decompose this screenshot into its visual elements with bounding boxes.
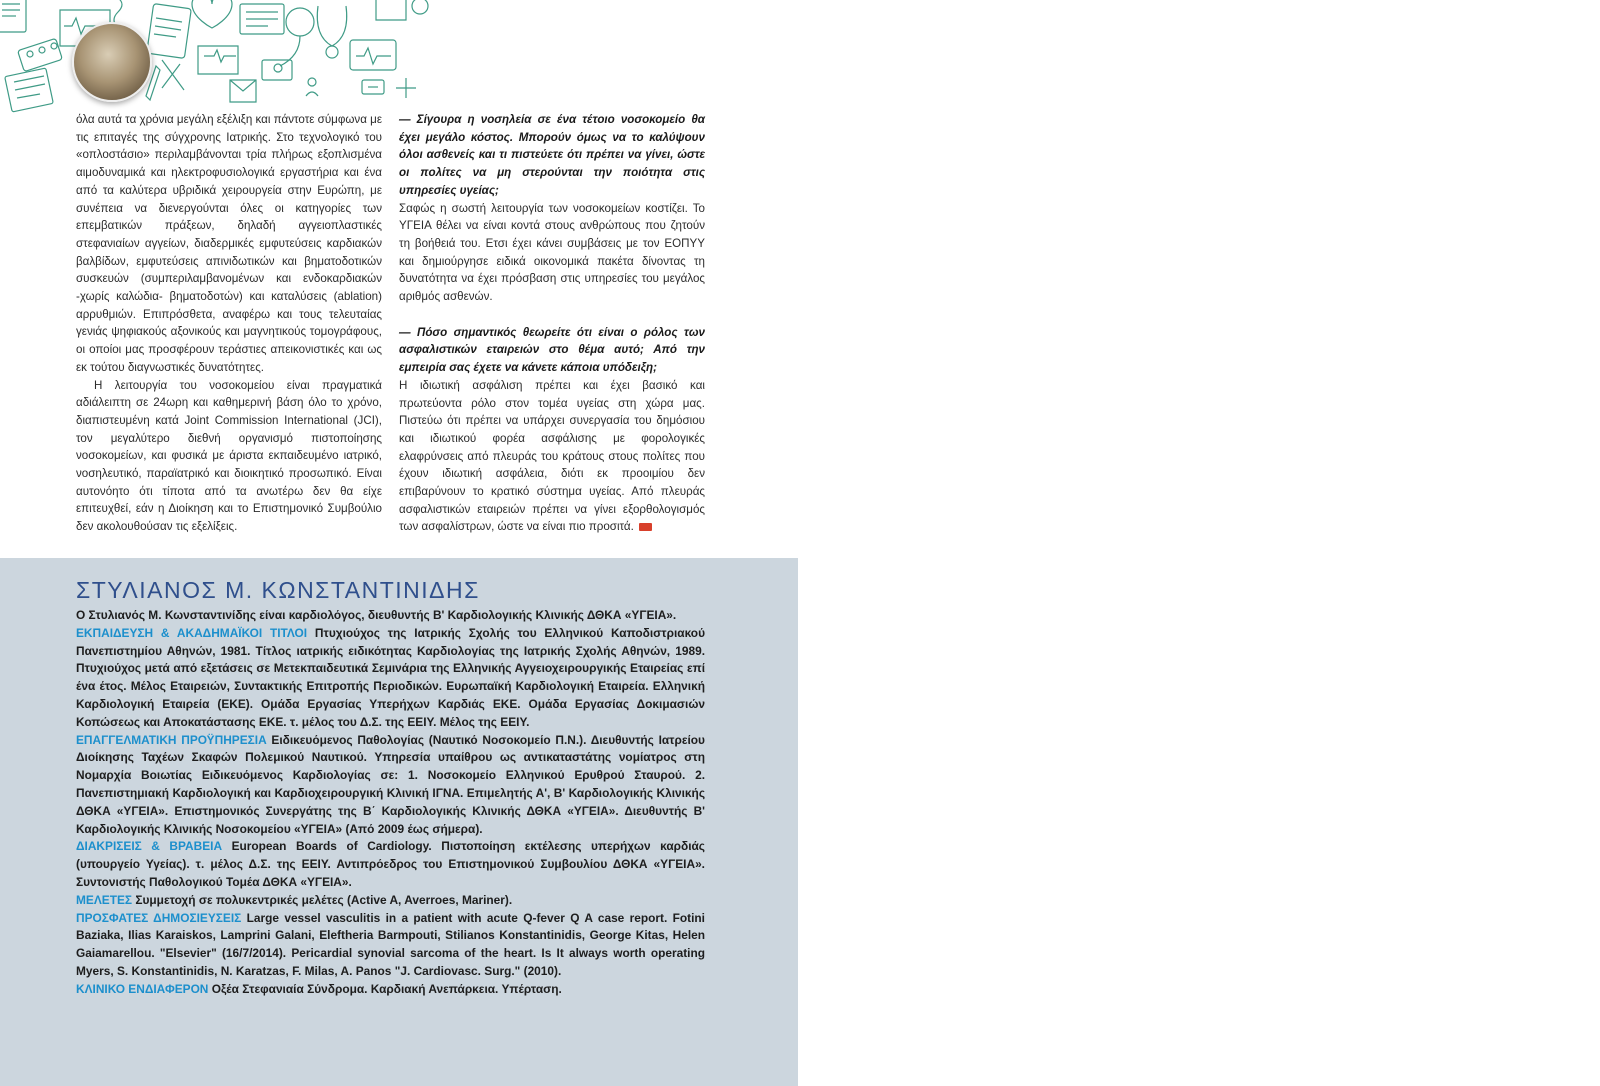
spacer	[399, 306, 705, 324]
interview-answer-1: Σαφώς η σωστή λειτουργία των νοσοκομείων κοστίζει. Το ΥΓΕΙΑ θέλει να είναι κοντά στους ανθρώπους που ζητούν τη βοήθειά του. Ετσι έχει κάνει συμβάσεις με τον ΕΟΠΥΥ και δημιούργησε ειδικά οικονομικά πακέτα δίνοντας τη δυνατότητα να έχει πρόσβαση στις υπηρεσίες του μεγάλος αριθμός ασθενών.	[399, 201, 705, 304]
end-mark-icon	[639, 523, 652, 531]
studies-label: ΜΕΛΕΤΕΣ	[76, 892, 133, 907]
bio-name-heading: ΣΤΥΛΙΑΝΟΣ Μ. ΚΩΝΣΤΑΝΤΙΝΙΔΗΣ	[76, 577, 480, 603]
bio-intro: Ο Στυλιανός Μ. Κωνσταντινίδης είναι καρδιολόγος, διευθυντής Β' Καρδιολογικής Κλινικής ΔΘΚΑ «ΥΓΕΙΑ».	[76, 608, 677, 622]
publications-label: ΠΡΟΣΦΑΤΕΣ ΔΗΜΟΣΙΕΥΣΕΙΣ	[76, 910, 242, 925]
awards-label: ΔΙΑΚΡΙΣΕΙΣ & ΒΡΑΒΕΙΑ	[76, 839, 223, 854]
left-paragraph-1: όλα αυτά τα χρόνια μεγάλη εξέλιξη και πάντοτε σύμφωνα με τις επιταγές της σύγχρονης Ιατρικής. Στο τεχνολογικό του «οπλοστάσιο» περιλαμβάνονται τρία πλήρως εξοπλισμένα αιμοδυναμικά και ηλεκτροφυσιολογικά εργαστήρια και ένα από τα καλύτερα υβριδικά χειρουργεία στην Ευρώπη, με συνέπεια να διενεργούνται όλες οι κατηγορίες των επεμβατικών πράξεων, δηλαδή αγγειοπλαστικές στεφανιαίων αγγείων, διαδερμικές εμφυτεύσεις καρδιακών βαλβίδων, εμφυτεύσεις απινιδωτικών και βηματοδοτικών συσκευών (συμπεριλαμβανομένων και ενδοκαρδιακών -χωρίς καλώδια- βηματοδοτών) και καταλύσεις (ablation) αρρυθμιών. Επιπρόσθετα, αναφέρω και τους τελευταίας γενιάς ψηφιακούς αξονικούς και μαγνητικούς τομογράφους, οι οποίοι μας προσφέρουν τεράστιες απεικονιστικές και ως εκ τούτου διαγνωστικές δυνατότητες.	[76, 113, 382, 374]
interview-answer-2	[399, 377, 705, 536]
clinical-interest-label: ΚΛΙΝΙΚΟ ΕΝΔΙΑΦΕΡΟΝ	[76, 981, 209, 996]
interview-question-1: — Σίγουρα η νοσηλεία σε ένα τέτοιο νοσοκομείο θα έχει μεγάλο κόστος. Μπορούν όμως να το καλύψουν όλοι ασθενείς και τι πιστεύετε ότι πρέπει να γίνει, ώστε οι πολίτες να μη στερούνται την ποιότητα στις υπηρεσίες υγείας;	[399, 113, 705, 197]
education-text: Πτυχιούχος της Ιατρικής Σχολής του Ελληνικού Καποδιστριακού Πανεπιστημίου Αθηνών, 1981. Τίτλος ιατρικής ειδικότητας Καρδιολογίας της Ιατρικής Σχολής Αθηνών, 1989. Πτυχιούχος μετά από εξετάσεις σε Μετεκπαιδευτικά Σεμινάρια της Ελληνικής Αγγειοχειρουργικής Εταιρείας επί ένα έτος. Μέλος Εταιρειών, Συντακτικής Επιτροπής Περιοδικών. Ευρωπαϊκή Καρδιολογική Εταιρεία. Ελληνική Καρδιολογική Εταιρεία (ΕΚΕ). Ομάδα Εργασίας Υπερήχων Καρδιάς ΕΚΕ. Ομάδα Εργασίας Δοκιμασιών Κοπώσεως και Αποκατάστασης ΕΚΕ. τ. μέλος του Δ.Σ. της ΕΕΙΥ. Μέλος της ΕΕΙΥ.	[76, 625, 705, 729]
publications-text: Large vessel vasculitis in a patient with acute Q-fever Q A case report. Fotini Baziaka, Ilias Karaiskos, Lamprini Galani, Eleftheria Barmpouti, Stilianos Konstantinidis, George Kitas, Helen Gaiamarellou. "Elsevier" (16/7/2014). Pericardial synovial sarcoma of the heart. Is It always worth operating Myers, S. Konstantinidis, N. Karatzas, F. Milas, A. Panos "J. Cardiovasc. Surg." (2010).	[76, 910, 705, 978]
portrait-medallion	[72, 22, 152, 102]
medical-line-art-icon	[0, 0, 440, 120]
right-text-column	[399, 111, 705, 536]
answer-2-text: Η ιδιωτική ασφάλιση πρέπει και έχει βασικό και πρωτεύοντα ρόλο στον τομέα υγείας στη χώρα μας. Πιστεύω ότι πρέπει να υπάρχει συνεργασία του δημόσιου και ιδιωτικού φορέα ασφάλισης με φορολογικές ελαφρύνσεις από πλευράς του κράτους στους πολίτες που έχουν ιδιωτική ασφάλεια, διότι εκ προοιμίου δεν επιβαρύνουν το κρατικό σύστημα υγείας. Από πλευράς ασφαλιστικών εταιρειών πρέπει να γίνει εξορθολογισμός των ασφαλίστρων, ώστε να είναι πιο προσιτά.	[399, 378, 705, 534]
experience-text: Ειδικευόμενος Παθολογίας (Ναυτικό Νοσοκομείο Π.Ν.). Διευθυντής Ιατρείου Διοίκησης Ταχέων Σκαφών Πολεμικού Ναυτικού. Υπηρεσία υπαίθρου ως αντικαταστάτης νομίατρος στη Νομαρχία Βοιωτίας Ειδικευόμενος Καρδιολογίας σε: 1. Νοσοκομείο Ελληνικού Ερυθρού Σταυρού. 2. Πανεπιστημιακή Καρδιολογική και Καρδιοχειρουργική Κλινική ΙΓΝΑ. Επιμελητής Α', Β' Καρδιολογικής Κλινικής ΔΘΚΑ «ΥΓΕΙΑ». Επιστημονικός Συνεργάτης της Β΄ Καρδιολογικής Κλινικής ΔΘΚΑ «ΥΓΕΙΑ». Διευθυντής Β' Καρδιολογικής Κλινικής Νοσοκομείου «ΥΓΕΙΑ» (Από 2009 έως σήμερα).	[76, 732, 705, 836]
awards-text: European Boards of Cardiology. Πιστοποίηση εκτέλεσης υπερήχων καρδιάς (υπουργείο Υγείας). τ. μέλος Δ.Σ. της ΕΕΙΥ. Αντιπρόεδρος του Επιστημονικού Συμβουλίου ΔΘΚΑ «ΥΓΕΙΑ». Συντονιστής Παθολογικού Τομέα ΔΘΚΑ «ΥΓΕΙΑ».	[76, 839, 705, 889]
clinical-interest-text: Οξέα Στεφανιαία Σύνδρομα. Καρδιακή Ανεπάρκεια. Υπέρταση.	[211, 981, 562, 996]
experience-label: ΕΠΑΓΓΕΛΜΑΤΙΚΗ ΠΡΟΫΠΗΡΕΣΙΑ	[76, 732, 267, 747]
bio-text	[76, 607, 705, 999]
left-text-column	[76, 111, 382, 536]
education-label: ΕΚΠΑΙΔΕΥΣΗ & ΑΚΑΔΗΜΑΪΚΟΙ ΤΙΤΛΟΙ	[76, 625, 308, 640]
interview-question-2: — Πόσο σημαντικός θεωρείτε ότι είναι ο ρόλος των ασφαλιστικών εταιρειών στο θέμα αυτό; Από την εμπειρία σας έχετε να κάνετε κάποια υπόδειξη;	[399, 325, 705, 375]
studies-text: Συμμετοχή σε πολυκεντρικές μελέτες (Active A, Averroes, Mariner).	[135, 892, 513, 907]
left-paragraph-2: Η λειτουργία του νοσοκομείου είναι πραγματικά αδιάλειπτη σε 24ωρη και καθημερινή βάση όλο το χρόνο, διαπιστευμένη κατά Joint Commission International (JCI), τον μεγαλύτερο διεθνή οργανισμό πιστοποίησης νοσοκομείων, και φυσικά με άριστα εκπαιδευμένο ιατρικό, νοσηλευτικό, παραϊατρικό και διοικητικό προσωπικό. Είναι αυτονόητο ότι τίποτα από τα ανωτέρω δεν θα είχε επιτευχθεί, εάν η Διοίκηση και το Επιστημονικό Συμβούλιο δεν ακολουθούσαν τις εξελίξεις.	[76, 378, 382, 534]
